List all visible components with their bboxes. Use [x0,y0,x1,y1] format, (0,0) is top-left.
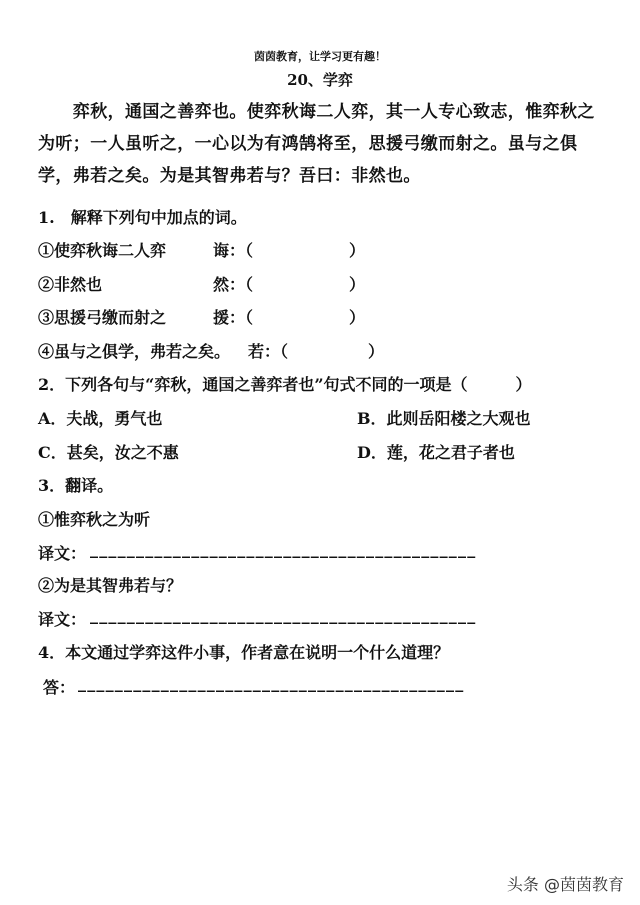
q3-prompt: 3．翻译。 [38,476,114,495]
q3-answer-line-1: __________________________________________ [90,539,477,558]
q1-item-4-sentence: ④虽与之俱学，弗若之矣。 [38,342,231,361]
q1-item-3-sentence: ③思援弓缴而射之 [38,308,167,327]
q2-prompt: 2．下列各句与“弈秋，通国之善弈者也”句式不同的一项是（ ） [38,375,532,394]
q4-answer-line: __________________________________________ [78,673,465,692]
q3-answer-label-2: 译文： [38,610,87,629]
q3-sentence-2: ②为是其智弗若与？ [38,576,183,595]
classical-passage: 弈秋，通国之善弈也。使弈秋诲二人弈，其一人专心致志，惟弈秋之为听；一人虽听之，一心以为有鸿鹄将至，思援弓缴而射之。虽与之俱学，弗若之矣。为是其智弗若与？吾曰：非然也。 [38,102,595,186]
q4-prompt: 4．本文通过学弈这件小事，作者意在说明一个什么道理？ [38,643,450,662]
watermark: 头条 @茵茵教育 [506,875,624,894]
lesson-title: 20、学弈 [287,71,353,89]
q1-item-4-blank: 若：（ ） [248,342,385,361]
q2-option-a: A．夫战，勇气也 [38,409,163,428]
q1-prompt: 1. 解释下列句中加点的词。 [38,208,247,227]
q1-item-1-blank: 诲：（ ） [213,241,366,260]
q2-option-d: D．莲，花之君子者也 [357,443,515,462]
q1-item-2-sentence: ②非然也 [38,275,103,294]
q3-answer-line-2: __________________________________________ [90,605,477,624]
q1-item-1-sentence: ①使弈秋诲二人弈 [38,241,167,260]
q1-item-2-blank: 然：（ ） [213,275,366,294]
q4-answer-label: 答： [43,678,76,697]
q3-answer-label-1: 译文： [38,544,87,563]
q2-option-c: C．甚矣，汝之不惠 [38,443,179,462]
page-header: 茵茵教育，让学习更有趣！ [254,50,386,63]
q3-sentence-1: ①惟弈秋之为听 [38,510,151,529]
q1-item-3-blank: 援：（ ） [213,308,366,327]
q2-option-b: B．此则岳阳楼之大观也 [357,409,531,428]
